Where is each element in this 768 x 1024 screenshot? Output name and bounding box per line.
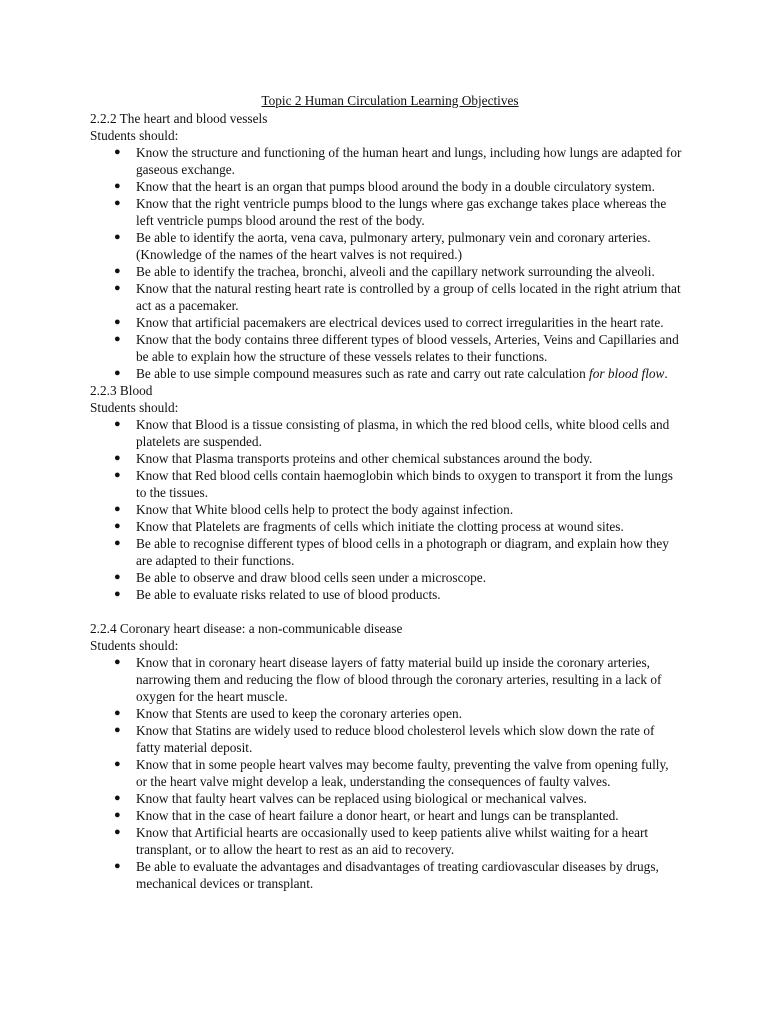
section-heading: 2.2.4 Coronary heart disease: a non-communicable disease [90, 621, 403, 636]
list-item [90, 280, 682, 314]
document-title: Topic 2 Human Circulation Learning Objectives [261, 93, 519, 108]
list-item [90, 450, 682, 467]
bullet-icon: ● [114, 707, 121, 719]
bullet-icon: ● [114, 282, 121, 294]
bullet-icon: ● [114, 860, 121, 872]
list-item [90, 195, 682, 229]
bullet-icon: ● [114, 146, 121, 158]
list-item-italic-text: for blood flow [589, 366, 665, 381]
list-item [90, 654, 682, 705]
section-intro: Students should: [90, 128, 179, 143]
objectives-list [90, 144, 690, 382]
list-item-text: Know that Blood is a tissue consisting of plasma, in which the red blood cells, white blood cells and platelets are suspended. [136, 417, 670, 449]
bullet-icon: ● [114, 809, 121, 821]
bullet-icon: ● [114, 231, 121, 243]
list-item-text: Know that Plasma transports proteins and other chemical substances around the body. [136, 451, 593, 466]
list-item [90, 705, 682, 722]
section-heart-and-blood-vessels [90, 110, 690, 382]
list-item [90, 144, 682, 178]
bullet-icon: ● [114, 316, 121, 328]
list-item [90, 824, 682, 858]
list-item-text: Know that Artificial hearts are occasionally used to keep patients alive whilst waiting for a heart transplant, or to allow the heart to rest as an aid to recovery. [136, 825, 649, 857]
list-item [90, 858, 682, 892]
list-item-text: Be able to identify the aorta, vena cava, pulmonary artery, pulmonary vein and coronary arteries. (Knowledge of the names of the heart valves is not required.) [136, 230, 651, 262]
bullet-icon: ● [114, 758, 121, 770]
list-item-text: Know the structure and functioning of the human heart and lungs, including how lungs are adapted for gaseous exchange. [136, 145, 682, 177]
list-item [90, 722, 682, 756]
list-item-text: Be able to use simple compound measures such as rate and carry out rate calculation [136, 366, 590, 381]
list-item-text: Know that faulty heart valves can be replaced using biological or mechanical valves. [136, 791, 587, 806]
section-blood [90, 382, 690, 603]
list-item-text: Know that the heart is an organ that pumps blood around the body in a double circulatory system. [136, 179, 655, 194]
bullet-icon: ● [114, 503, 121, 515]
list-item [90, 756, 682, 790]
list-item-text: Be able to evaluate risks related to use of blood products. [136, 587, 441, 602]
list-item-text: Know that the body contains three different types of blood vessels, Arteries, Veins and Capillaries and be able to explain how the structure of these vessels relates to their functions. [136, 332, 679, 364]
list-item [90, 229, 682, 263]
list-item [90, 331, 682, 365]
list-item-text: Be able to identify the trachea, bronchi, alveoli and the capillary network surrounding the alveoli. [136, 264, 655, 279]
list-item-text: Be able to evaluate the advantages and disadvantages of treating cardiovascular diseases by drugs, mechanical devices or transplant. [136, 859, 659, 891]
list-item-text-end: . [664, 366, 668, 381]
list-item [90, 518, 682, 535]
list-item [90, 263, 682, 280]
list-item-text: Know that artificial pacemakers are electrical devices used to correct irregularities in the heart rate. [136, 315, 664, 330]
section-spacer [90, 603, 690, 620]
list-item [90, 365, 682, 382]
list-item-text: Know that in some people heart valves may become faulty, preventing the valve from opening fully, or the heart valve might develop a leak, understanding the consequences of faulty valves. [136, 757, 669, 789]
bullet-icon: ● [114, 367, 121, 379]
list-item-text: Know that the natural resting heart rate is controlled by a group of cells located in the right atrium that act as a pacemaker. [136, 281, 681, 313]
bullet-icon: ● [114, 520, 121, 532]
bullet-icon: ● [114, 537, 121, 549]
bullet-icon: ● [114, 469, 121, 481]
bullet-icon: ● [114, 656, 121, 668]
list-item-text: Know that White blood cells help to protect the body against infection. [136, 502, 514, 517]
list-item-text: Know that Statins are widely used to reduce blood cholesterol levels which slow down the rate of fatty material deposit. [136, 723, 655, 755]
bullet-icon: ● [114, 265, 121, 277]
bullet-icon: ● [114, 792, 121, 804]
section-intro: Students should: [90, 638, 179, 653]
list-item-text: Know that in the case of heart failure a donor heart, or heart and lungs can be transplanted. [136, 808, 619, 823]
bullet-icon: ● [114, 418, 121, 430]
list-item [90, 314, 682, 331]
objectives-list [90, 416, 690, 603]
bullet-icon: ● [114, 452, 121, 464]
list-item [90, 501, 682, 518]
list-item-text: Be able to observe and draw blood cells seen under a microscope. [136, 570, 487, 585]
bullet-icon: ● [114, 197, 121, 209]
list-item-text: Be able to recognise different types of blood cells in a photograph or diagram, and explain how they are adapted to their functions. [136, 536, 669, 568]
document-page [90, 92, 690, 892]
list-item [90, 467, 682, 501]
bullet-icon: ● [114, 571, 121, 583]
section-coronary-heart-disease [90, 620, 690, 892]
bullet-icon: ● [114, 180, 121, 192]
list-item-text: Know that in coronary heart disease layers of fatty material build up inside the coronary arteries, narrowing them and reducing the flow of blood through the coronary arteries, resulting in a lack of oxygen for the heart muscle. [136, 655, 662, 704]
list-item [90, 416, 682, 450]
bullet-icon: ● [114, 333, 121, 345]
list-item [90, 178, 682, 195]
list-item [90, 790, 682, 807]
list-item [90, 535, 682, 569]
list-item [90, 586, 682, 603]
section-heading: 2.2.3 Blood [90, 383, 153, 398]
objectives-list [90, 654, 690, 892]
bullet-icon: ● [114, 826, 121, 838]
section-heading: 2.2.2 The heart and blood vessels [90, 111, 268, 126]
section-intro: Students should: [90, 400, 179, 415]
bullet-icon: ● [114, 724, 121, 736]
bullet-icon: ● [114, 588, 121, 600]
list-item-text: Know that the right ventricle pumps blood to the lungs where gas exchange takes place whereas the left ventricle pumps blood around the rest of the body. [136, 196, 667, 228]
list-item [90, 569, 682, 586]
list-item [90, 807, 682, 824]
list-item-text: Know that Red blood cells contain haemoglobin which binds to oxygen to transport it from the lungs to the tissues. [136, 468, 673, 500]
list-item-text: Know that Stents are used to keep the coronary arteries open. [136, 706, 463, 721]
list-item-text: Know that Platelets are fragments of cells which initiate the clotting process at wound sites. [136, 519, 624, 534]
